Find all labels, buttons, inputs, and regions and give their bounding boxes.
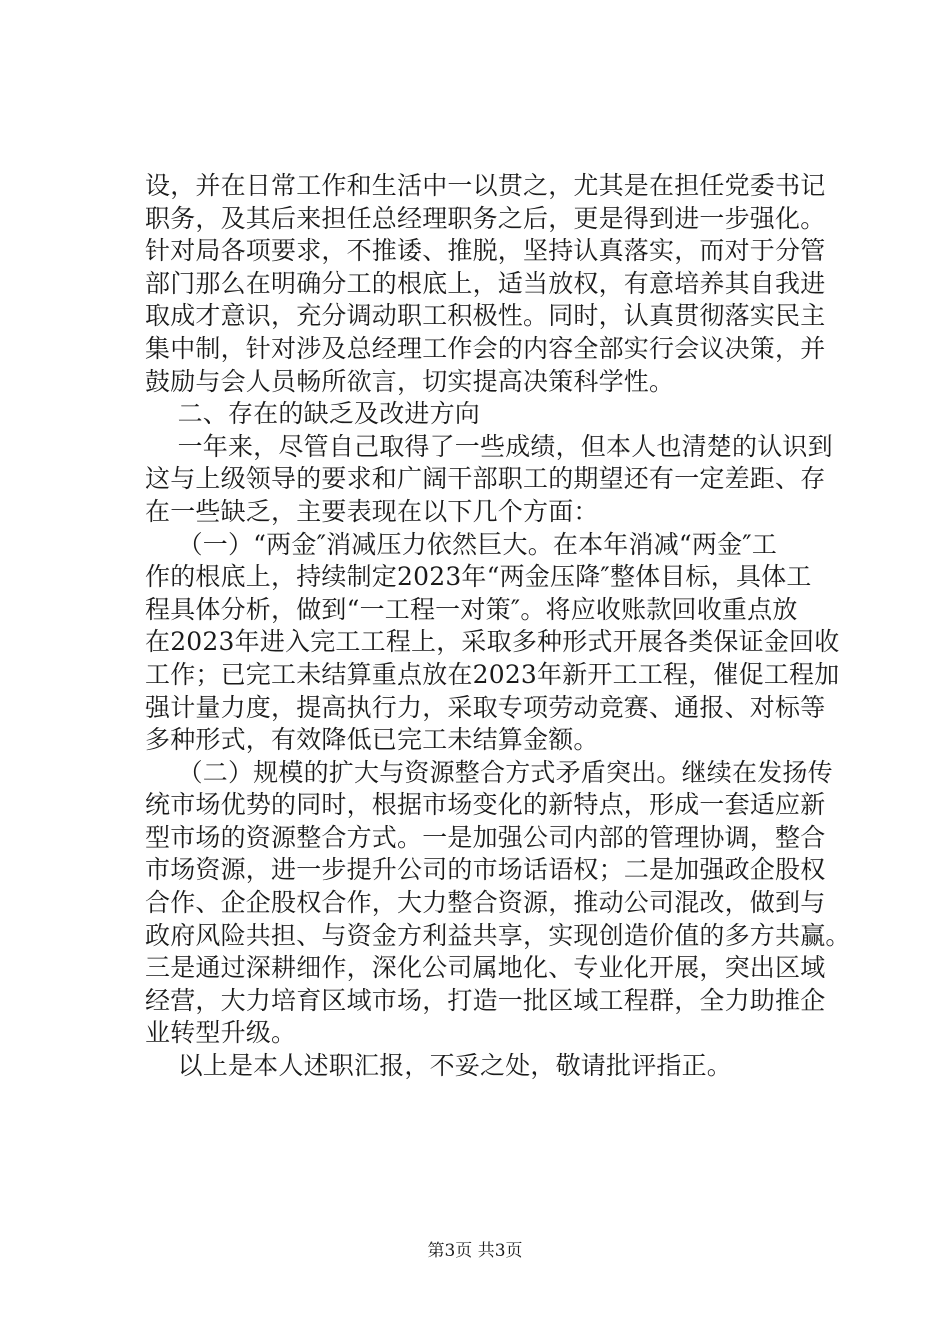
document-body bbox=[145, 170, 851, 1083]
text-line: 统市场优势的同时，根据市场变化的新特点，形成一套适应新 bbox=[145, 790, 826, 820]
text-line: 集中制，针对涉及总经理工作会的内容全部实行会议决策，并 bbox=[145, 333, 826, 363]
text-line: 在2023年进入完工工程上，采取多种形式开展各类保证金回收 bbox=[145, 627, 840, 657]
text-line: 政府风险共担、与资金方利益共享，实现创造价值的多方共赢。 bbox=[145, 920, 851, 950]
text-line: 鼓励与会人员畅所欲言，切实提高决策科学性。 bbox=[145, 366, 675, 396]
section-heading: 二、存在的缺乏及改进方向 bbox=[145, 399, 480, 429]
text-line: 取成才意识，充分调动职工积极性。同时，认真贯彻落实民主 bbox=[145, 301, 826, 331]
text-line: 一年来，尽管自己取得了一些成绩，但本人也清楚的认识到 bbox=[145, 431, 833, 461]
text-line: 业转型升级。 bbox=[145, 1018, 297, 1048]
text-line: 市场资源，进一步提升公司的市场话语权；二是加强政企股权 bbox=[145, 855, 826, 885]
text-line: 型市场的资源整合方式。一是加强公司内部的管理协调，整合 bbox=[145, 822, 826, 852]
text-line: 经营，大力培育区域市场，打造一批区域工程群，全力助推企 bbox=[145, 985, 826, 1015]
text-line: 工作；已完工未结算重点放在2023年新开工工程，催促工程加 bbox=[145, 659, 840, 689]
text-line: 在一些缺乏，主要表现在以下几个方面： bbox=[145, 496, 599, 526]
text-line: 职务，及其后来担任总经理职务之后，更是得到进一步强化。 bbox=[145, 203, 826, 233]
text-line: 针对局各项要求，不推诿、推脱，坚持认真落实，而对于分管 bbox=[145, 236, 826, 266]
text-line: 程具体分析，做到“一工程一对策″。将应收账款回收重点放 bbox=[145, 594, 798, 624]
text-line: 强计量力度，提高执行力，采取专项劳动竞赛、通报、对标等 bbox=[145, 692, 826, 722]
text-line: 这与上级领导的要求和广阔干部职工的期望还有一定差距、存 bbox=[145, 464, 826, 494]
closing-line: 以上是本人述职汇报，不妥之处，敬请批评指正。 bbox=[145, 1051, 732, 1081]
text-line: 作的根底上，持续制定2023年“两金压降″整体目标，具体工 bbox=[145, 562, 812, 592]
text-line: 设，并在日常工作和生活中一以贯之，尤其是在担任党委书记 bbox=[145, 171, 826, 200]
text-line: 合作、企企股权合作，大力整合资源，推动公司混改，做到与 bbox=[145, 888, 826, 918]
page-number-footer: 第3页 共3页 bbox=[427, 1241, 523, 1261]
text-line: 部门那么在明确分工的根底上，适当放权，有意培养其自我进 bbox=[145, 268, 826, 298]
subsection-line: （一）“两金″消减压力依然巨大。在本年消减“两金″工 bbox=[145, 529, 778, 559]
text-line: 多种形式，有效降低已完工未结算金额。 bbox=[145, 725, 599, 755]
text-line: 三是通过深耕细作，深化公司属地化、专业化开展，突出区域 bbox=[145, 953, 826, 983]
subsection-line: （二）规模的扩大与资源整合方式矛盾突出。继续在发扬传 bbox=[145, 757, 833, 787]
